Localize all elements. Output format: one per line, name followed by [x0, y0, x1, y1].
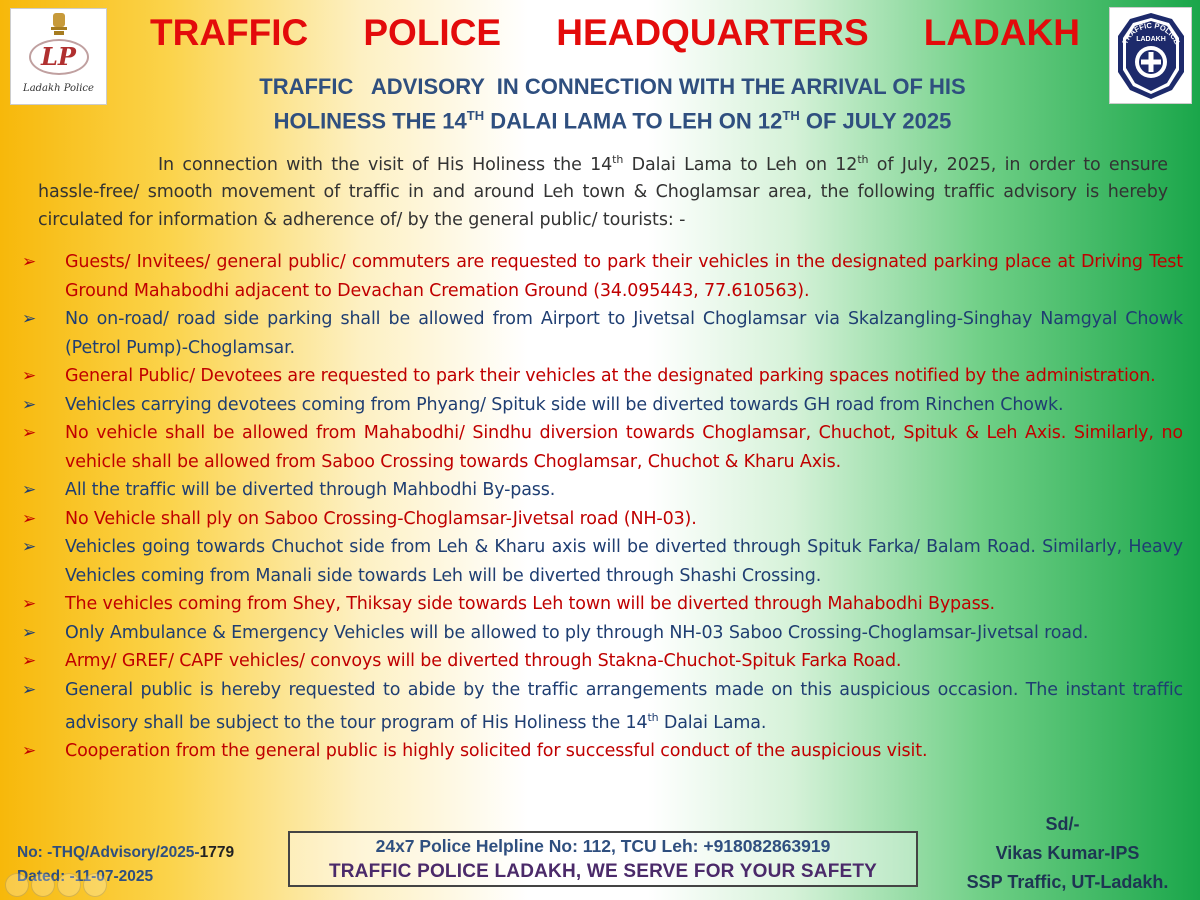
arrow-bullet-icon: ➢ — [22, 394, 37, 415]
svg-text:TRAFFIC POLICE: TRAFFIC POLICE — [1119, 20, 1182, 46]
subtitle-text: DALAI LAMA TO LEH ON 12 — [484, 108, 783, 134]
ref-date: Dated: -11-07-2025 — [17, 868, 154, 885]
next-slide-icon[interactable] — [83, 873, 107, 897]
advisory-item — [20, 419, 1183, 476]
arrow-bullet-icon: ➢ — [22, 594, 37, 614]
advisory-item-text: No on-road/ road side parking shall be allowed from Airport to Jivetsal Choglamsar via Skalzangling-Singhay Namgyal Chowk (Petrol Pump)-Choglamsar. — [65, 309, 1183, 358]
advisory-item-text: General public is hereby requested to abide by the traffic arrangements made on this auspicious occasion. The instant traffic advisory shall be subject to the tour program of His Holiness the 14 — [65, 679, 1183, 733]
title-word: TRAFFIC — [150, 12, 309, 53]
pen-tool-icon[interactable] — [31, 873, 55, 897]
arrow-bullet-icon: ➢ — [22, 622, 37, 643]
subtitle-line: TRAFFIC ADVISORY IN CONNECTION WITH THE ARRIVAL OF HIS — [259, 74, 966, 99]
logo-monogram: LP — [29, 39, 89, 75]
advisory-subtitle — [150, 72, 1075, 135]
title-word: POLICE — [363, 12, 502, 53]
advisory-item-text: Only Ambulance & Emergency Vehicles will be allowed to ply through NH-03 Saboo Crossing-Choglamsar-Jivetsal road. — [65, 622, 1089, 643]
advisory-item-text: General Public/ Devotees are requested to park their vehicles at the designated parking spaces notified by the administration. — [65, 366, 1156, 386]
advisory-item-text: The vehicles coming from Shey, Thiksay side towards Leh town will be diverted through Mahabodhi Bypass. — [65, 594, 995, 614]
advisory-item — [20, 533, 1183, 590]
ref-number: 1779 — [199, 844, 235, 861]
advisory-item — [20, 590, 1183, 619]
arrow-bullet-icon: ➢ — [22, 508, 37, 529]
advisory-item-text: Guests/ Invitees/ general public/ commuters are requested to park their vehicles in the designated parking place at Driving Test Ground Mahabodhi adjacent to Devachan Cremation Ground (34.095443, 77.610563). — [65, 252, 1183, 301]
advisory-item — [20, 362, 1183, 391]
advisory-item-text: No vehicle shall be allowed from Mahabodhi/ Sindhu diversion towards Choglamsar, Chuchot, Spituk & Leh Axis. Similarly, no vehicle shall be allowed from Saboo Crossing towards Choglamsar, Chuchot & Kharu Axis. — [65, 423, 1183, 472]
signature-sd: Sd/- — [1045, 814, 1080, 834]
arrow-bullet-icon: ➢ — [22, 309, 37, 329]
traffic-police-badge-icon — [1112, 10, 1190, 102]
advisory-item — [20, 248, 1183, 305]
intro-text: In connection with the visit of His Holiness the 14 — [158, 154, 613, 175]
subtitle-text: OF JULY 2025 — [799, 108, 952, 134]
intro-paragraph — [38, 146, 1174, 234]
advisory-item-text: No Vehicle shall ply on Saboo Crossing-Choglamsar-Jivetsal road (NH-03). — [65, 508, 697, 529]
advisory-item-text: Dalai Lama. — [658, 712, 767, 733]
signature-block — [955, 810, 1180, 897]
helpline-numbers: 24x7 Police Helpline No: 112, TCU Leh: +918082863919 — [375, 836, 831, 856]
page-title — [150, 12, 1080, 54]
advisory-list — [20, 248, 1183, 766]
advisory-item — [20, 619, 1183, 648]
advisory-item-text: Cooperation from the general public is highly solicited for successful conduct of the auspicious visit. — [65, 741, 928, 762]
subtitle-sup: TH — [466, 108, 485, 123]
svg-text:LADAKH: LADAKH — [1135, 35, 1166, 43]
intro-sup: th — [857, 153, 869, 166]
advisory-item-sup: th — [647, 711, 659, 724]
intro-sup: th — [612, 153, 624, 166]
advisory-item-text: All the traffic will be diverted through Mahbodhi By-pass. — [65, 480, 556, 500]
subtitle-text: HOLINESS THE 14 — [273, 108, 467, 134]
arrow-bullet-icon: ➢ — [22, 651, 37, 671]
arrow-bullet-icon: ➢ — [22, 741, 37, 762]
slide-controls[interactable] — [5, 873, 107, 897]
title-word: HEADQUARTERS — [556, 12, 869, 53]
signatory-name: Vikas Kumar-IPS — [995, 843, 1140, 863]
arrow-bullet-icon: ➢ — [22, 480, 37, 500]
intro-text: of July, 2025, in order to ensure hassle-free/ smooth movement of traffic in and around Leh town & Choglamsar area, the following traffic advisory is hereby circulated for information & adherence of/ by the general public/ tourists: - — [38, 154, 1174, 230]
advisory-item — [20, 737, 1183, 766]
advisory-item — [20, 505, 1183, 534]
logo-caption: Ladakh Police — [23, 83, 94, 94]
arrow-bullet-icon: ➢ — [22, 252, 37, 272]
advisory-item — [20, 476, 1183, 505]
ladakh-police-logo — [10, 8, 107, 105]
title-word: LADAKH — [923, 12, 1080, 53]
arrow-bullet-icon: ➢ — [22, 679, 37, 700]
advisory-item — [20, 391, 1183, 420]
advisory-item — [20, 647, 1183, 676]
advisory-item-text: Vehicles carrying devotees coming from Phyang/ Spituk side will be diverted towards GH road from Rinchen Chowk. — [65, 394, 1064, 415]
arrow-bullet-icon: ➢ — [22, 423, 37, 443]
arrow-bullet-icon: ➢ — [22, 366, 37, 386]
subtitle-sup: TH — [782, 108, 800, 123]
emblem-icon — [49, 11, 69, 37]
slide-menu-icon[interactable] — [57, 873, 81, 897]
advisory-item-text: Vehicles going towards Chuchot side from Leh & Kharu axis will be diverted through Spituk Farka/ Balam Road. Similarly, Heavy Vehicles coming from Manali side towards Leh will be diverted through Shashi Crossing. — [65, 537, 1183, 586]
helpline-box — [288, 831, 918, 887]
traffic-police-logo — [1109, 7, 1192, 104]
advisory-item — [20, 305, 1183, 362]
intro-text: Dalai Lama to Leh on 12 — [623, 154, 858, 175]
ref-prefix: No: -THQ/Advisory/2025- — [17, 844, 200, 861]
prev-slide-icon[interactable] — [5, 873, 29, 897]
advisory-item — [20, 676, 1183, 738]
helpline-slogan: TRAFFIC POLICE LADAKH, WE SERVE FOR YOUR SAFETY — [328, 861, 878, 882]
arrow-bullet-icon: ➢ — [22, 537, 37, 557]
advisory-item-text: Army/ GREF/ CAPF vehicles/ convoys will be diverted through Stakna-Chuchot-Spituk Farka Road. — [65, 651, 902, 671]
signatory-designation: SSP Traffic, UT-Ladakh. — [966, 872, 1169, 892]
